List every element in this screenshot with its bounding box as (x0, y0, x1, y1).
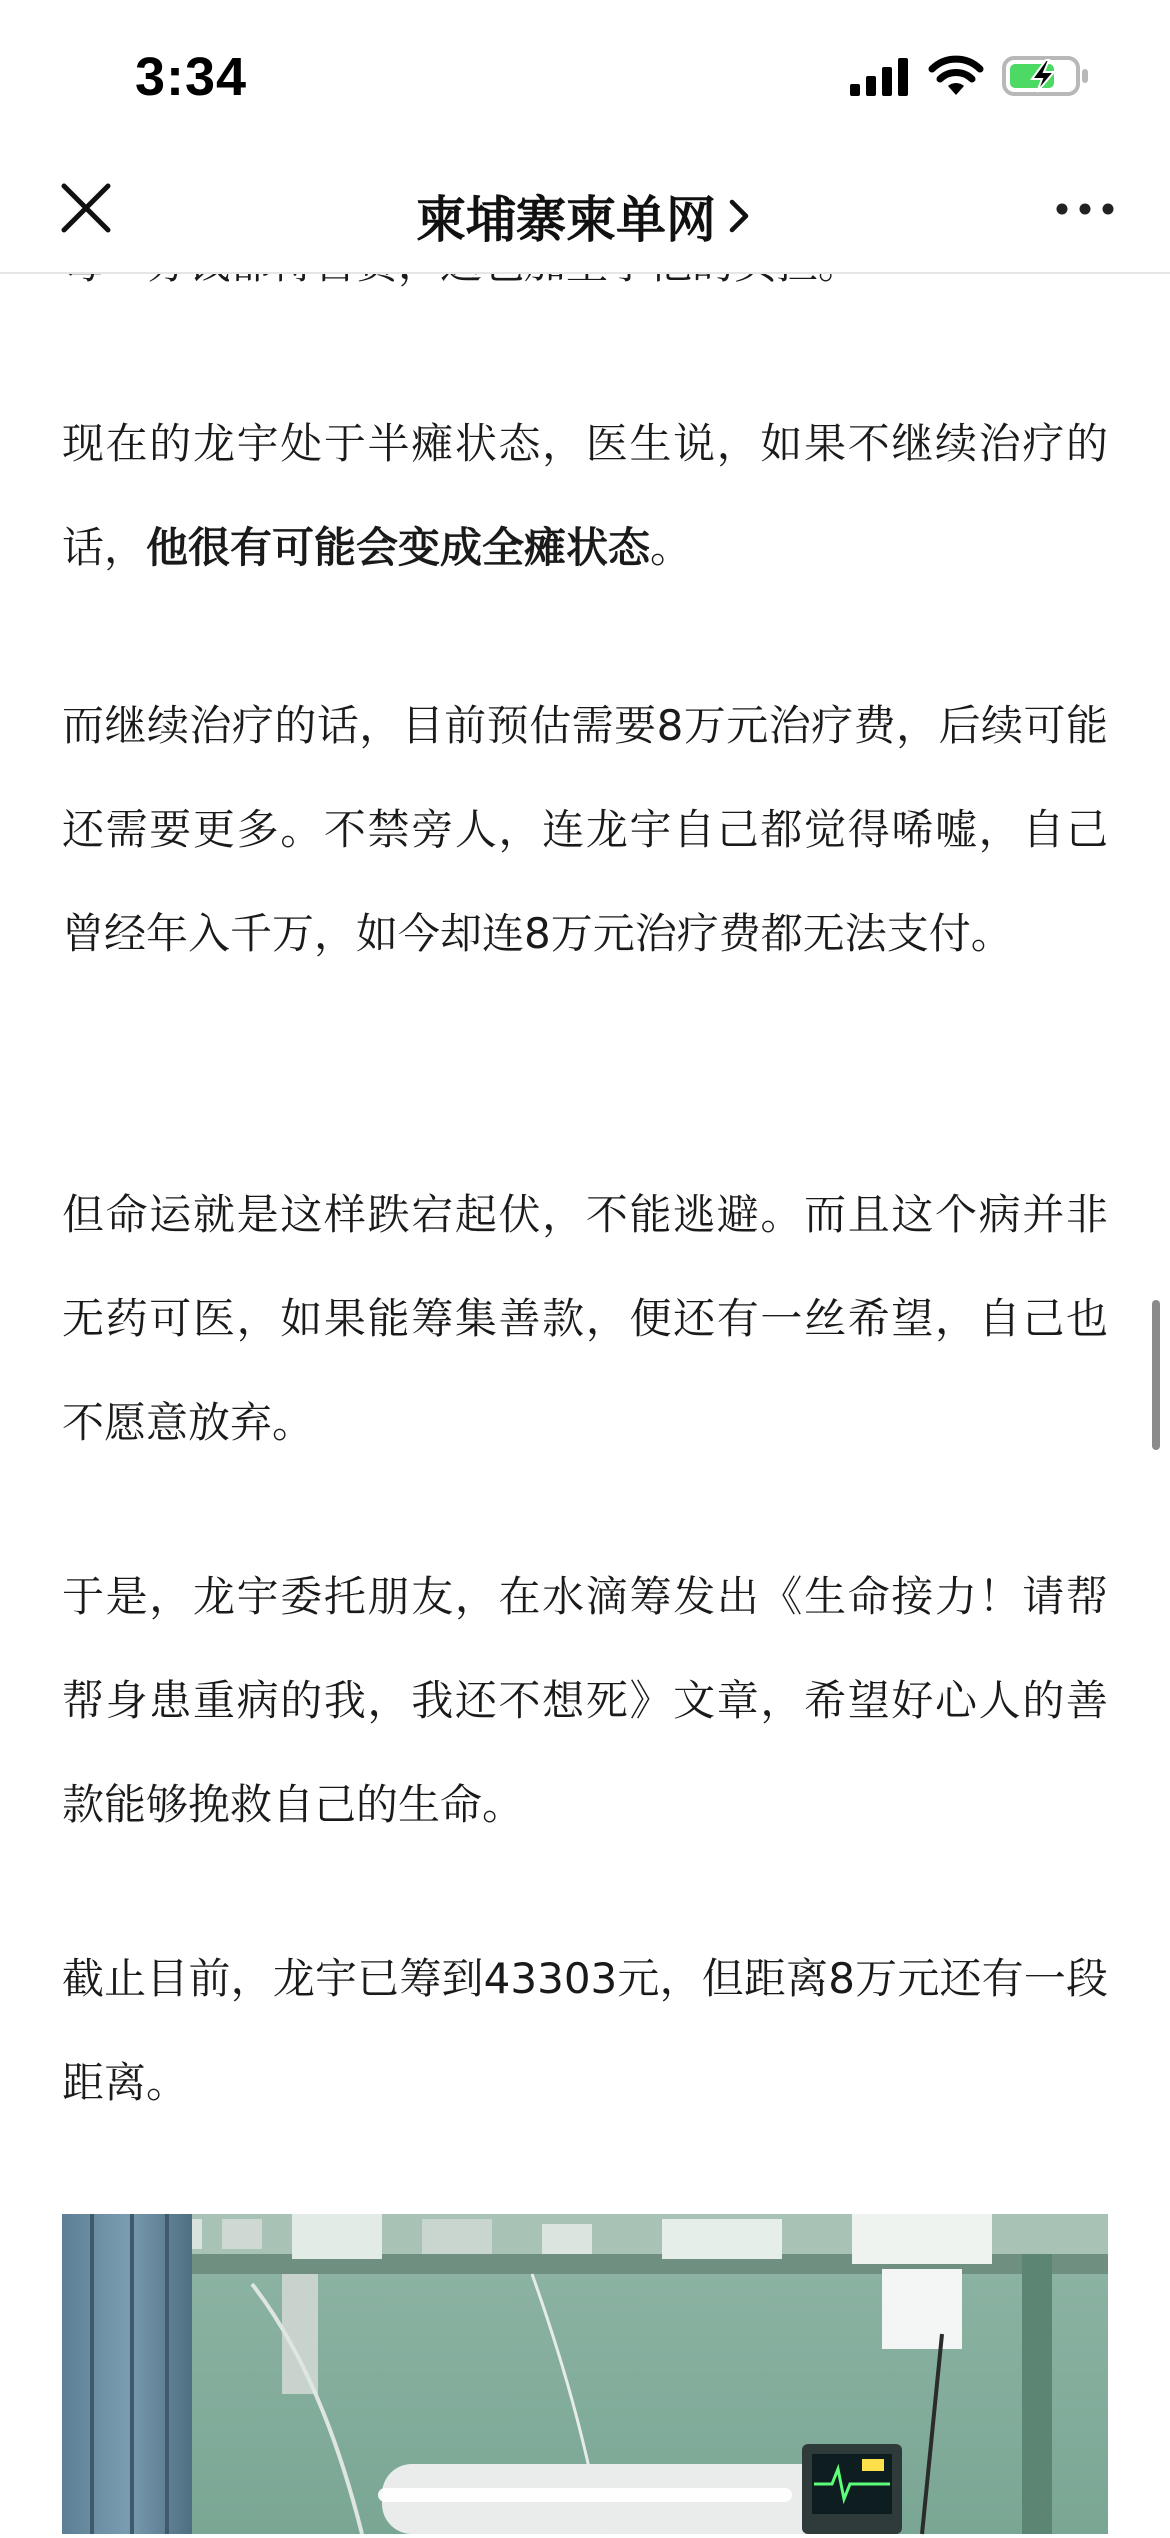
more-icon (1050, 184, 1120, 234)
article-paragraph-2: 而继续治疗的话，目前预估需要8万元治疗费，后续可能还需要更多。不禁旁人，连龙宇自己都觉得唏嘘，自己曾经年入千万，如今却连8万元治疗费都无法支付。 (62, 701, 1108, 958)
article-paragraph-3: 但命运就是这样跌宕起伏，不能逃避。而且这个病并非无药可医，如果能筹集善款，便还有一丝希望，自己也不愿意放弃。 (62, 1190, 1108, 1447)
status-bar (0, 0, 1170, 150)
status-icons (850, 52, 1090, 100)
article-content[interactable] (62, 272, 1108, 2532)
article-paragraph-1 (62, 392, 1108, 600)
nav-bar (0, 150, 1170, 274)
paragraph-1-bold: 他很有可能会变成全瘫状态 (146, 523, 651, 572)
hospital-photo-image (62, 2214, 1108, 2534)
paragraph-1-text: 现在的龙宇处于半瘫状态，医生说，如果不继续治疗的话， (62, 419, 1108, 572)
status-time: 3:34 (135, 47, 248, 107)
account-title-link[interactable] (0, 180, 1170, 252)
paragraph-1-end: 。 (650, 523, 693, 572)
article-paragraph-4: 于是，龙宇委托朋友，在水滴筹发出《生命接力！请帮帮身患重病的我，我还不想死》文章，希望好心人的善款能够挽救自己的生命。 (62, 1572, 1108, 1829)
scroll-indicator[interactable] (1152, 1300, 1160, 1450)
cellular-signal-icon (850, 56, 910, 96)
battery-charging-icon (1002, 54, 1090, 98)
article-photo[interactable] (62, 2214, 1108, 2534)
chevron-right-icon (724, 194, 754, 238)
more-button[interactable] (1050, 184, 1120, 234)
nav-title: 柬埔寨柬单网 (416, 191, 716, 249)
home-indicator[interactable] (378, 2488, 792, 2502)
wifi-icon (928, 55, 984, 97)
article-paragraph-5: 截止目前，龙宇已筹到43303元，但距离8万元还有一段距离。 (62, 1954, 1108, 2107)
